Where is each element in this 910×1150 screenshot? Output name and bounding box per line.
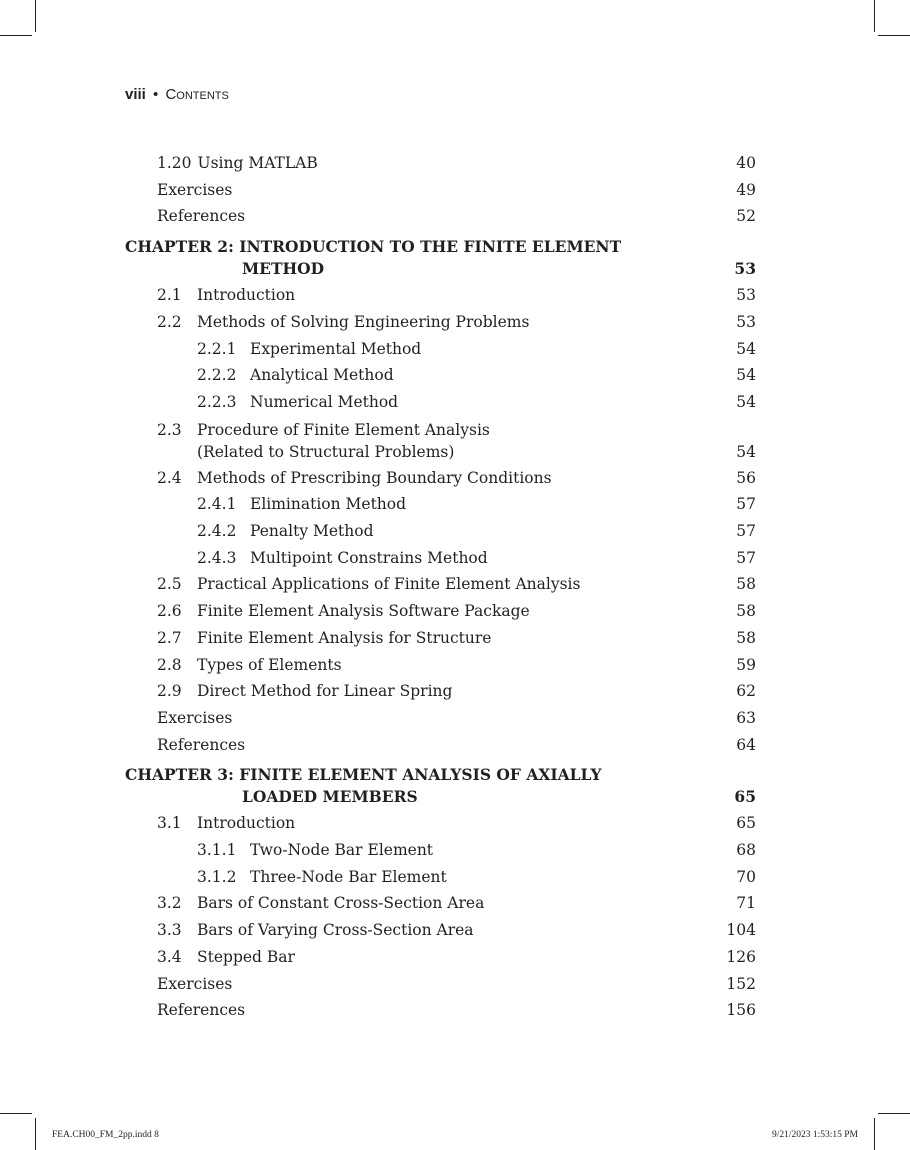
entry-title: Using MATLAB	[197, 154, 318, 172]
entry-title: Bars of Constant Cross-Section Area	[197, 894, 485, 913]
entry-number: 2.5	[157, 575, 182, 594]
toc-entry[interactable]	[125, 491, 756, 518]
page-number: 58	[736, 628, 756, 647]
entry-number: 2.4.3	[197, 548, 237, 567]
toc-entry[interactable]	[125, 362, 756, 389]
toc-entry[interactable]	[125, 732, 756, 759]
toc-entry[interactable]	[125, 389, 756, 416]
page-number: 53	[736, 312, 756, 331]
page-number: 54	[736, 366, 756, 385]
toc-entry[interactable]	[125, 971, 756, 998]
entry-number: 3.3	[157, 921, 182, 940]
entry-number: 2.3	[157, 420, 182, 439]
toc-entry[interactable]	[125, 890, 756, 917]
crop-mark	[0, 1113, 32, 1114]
entry-title: Types of Elements	[197, 655, 342, 674]
crop-mark	[878, 1113, 910, 1114]
toc-entry[interactable]	[125, 336, 756, 363]
toc-entry[interactable]	[125, 598, 756, 625]
crop-mark	[35, 0, 36, 32]
toc-entry[interactable]	[125, 997, 756, 1024]
page-number: 68	[736, 841, 756, 860]
toc-entry[interactable]	[125, 652, 756, 679]
toc-entry[interactable]	[125, 864, 756, 891]
chapter-title-line1: CHAPTER 2: INTRODUCTION TO THE FINITE ELEMENT	[125, 237, 622, 257]
entry-title: Finite Element Analysis Software Package	[197, 602, 530, 621]
entry-title: Numerical Method	[250, 392, 399, 411]
toc-entry[interactable]	[125, 309, 756, 336]
entry-title: Practical Applications of Finite Element Analysis	[197, 575, 581, 594]
page-number: 49	[736, 180, 756, 199]
entry-title: Bars of Varying Cross-Section Area	[197, 921, 474, 940]
entry-number: 3.1	[157, 814, 182, 833]
entry-title: Elimination Method	[250, 495, 407, 514]
entry-title: Experimental Method	[250, 339, 422, 358]
page-folio: viii	[125, 86, 146, 103]
toc-entry[interactable]	[125, 571, 756, 598]
entry-title: Exercises	[157, 180, 233, 199]
entry-title: Exercises	[157, 708, 233, 727]
chapter-title-line2: METHOD	[242, 259, 325, 279]
toc-entry[interactable]	[125, 416, 756, 465]
entry-title: Methods of Prescribing Boundary Conditions	[197, 468, 552, 487]
entry-title: Stepped Bar	[197, 947, 295, 966]
entry-number: 2.4	[157, 468, 182, 487]
chapter-title-line2: LOADED MEMBERS	[242, 787, 418, 807]
slug-filename: FEA.CH00_FM_2pp.indd 8	[52, 1130, 159, 1140]
crop-mark	[35, 1118, 36, 1150]
page-number: 40	[736, 154, 756, 172]
page-number: 63	[736, 708, 756, 727]
toc-entry[interactable]	[125, 917, 756, 944]
toc-entry[interactable]	[125, 837, 756, 864]
page-number: 57	[736, 522, 756, 541]
crop-mark	[878, 35, 910, 36]
entry-number: 3.2	[157, 894, 182, 913]
page-number: 58	[736, 575, 756, 594]
bullet-separator: •	[153, 86, 159, 103]
page-number: 156	[726, 1001, 756, 1020]
entry-number: 3.1.1	[197, 841, 237, 860]
page-number: 53	[736, 286, 756, 305]
chapter-heading[interactable]	[125, 236, 756, 282]
entry-title: Methods of Solving Engineering Problems	[197, 312, 530, 331]
running-head	[125, 86, 229, 103]
page-number: 57	[736, 548, 756, 567]
slug-timestamp: 9/21/2023 1:53:15 PM	[771, 1130, 858, 1140]
page-number: 104	[726, 921, 756, 940]
entry-number: 2.1	[157, 286, 182, 305]
toc-entry[interactable]	[125, 705, 756, 732]
page-number: 54	[736, 392, 756, 411]
toc-entry[interactable]	[125, 944, 756, 971]
entry-number: 1.20	[157, 154, 192, 172]
chapter-heading[interactable]	[125, 764, 756, 810]
toc-entry[interactable]	[125, 150, 756, 177]
entry-title: Introduction	[197, 814, 296, 833]
entry-title: References	[157, 735, 246, 754]
entry-number: 2.2	[157, 312, 182, 331]
entry-title-continued: (Related to Structural Problems)	[197, 442, 455, 461]
entry-title: Direct Method for Linear Spring	[197, 682, 453, 701]
entry-title: Three-Node Bar Element	[250, 867, 447, 886]
entry-title: References	[157, 1001, 246, 1020]
entry-number: 2.2.2	[197, 366, 237, 385]
page-number: 126	[726, 947, 756, 966]
toc-entry[interactable]	[125, 625, 756, 652]
entry-title: Multipoint Constrains Method	[250, 548, 488, 567]
page-number: 56	[736, 468, 756, 487]
crop-mark	[874, 0, 875, 32]
page-number: 59	[736, 655, 756, 674]
page-number: 53	[734, 259, 756, 279]
toc-entry[interactable]	[125, 810, 756, 837]
toc-entry[interactable]	[125, 678, 756, 705]
page-number: 54	[736, 442, 756, 461]
crop-mark	[874, 1118, 875, 1150]
toc-entry[interactable]	[125, 545, 756, 572]
page-number: 58	[736, 602, 756, 621]
entry-title: Exercises	[157, 974, 233, 993]
entry-title: Introduction	[197, 286, 296, 305]
entry-title: Analytical Method	[250, 366, 394, 385]
entry-title: Two-Node Bar Element	[250, 841, 434, 860]
page-number: 70	[736, 867, 756, 886]
entry-title: Finite Element Analysis for Structure	[197, 628, 492, 647]
entry-number: 2.4.1	[197, 495, 237, 514]
crop-mark	[0, 35, 32, 36]
entry-number: 2.6	[157, 602, 182, 621]
page-number: 65	[736, 814, 756, 833]
toc-entry[interactable]	[125, 282, 756, 309]
entry-title: Procedure of Finite Element Analysis	[197, 420, 490, 439]
entry-title: Penalty Method	[250, 522, 374, 541]
section-name: Contents	[165, 86, 229, 103]
entry-number: 2.9	[157, 682, 182, 701]
page-number: 152	[726, 974, 756, 993]
toc-entry[interactable]	[125, 203, 756, 230]
toc-entry[interactable]	[125, 465, 756, 492]
page-number: 57	[736, 495, 756, 514]
page-number: 71	[736, 894, 756, 913]
entry-number: 3.1.2	[197, 867, 237, 886]
entry-number: 2.4.2	[197, 522, 237, 541]
toc-entry[interactable]	[125, 177, 756, 204]
chapter-title-line1: CHAPTER 3: FINITE ELEMENT ANALYSIS OF AXIALLY	[125, 765, 602, 785]
page-number: 64	[736, 735, 756, 754]
page-number: 65	[734, 787, 756, 807]
page-number: 54	[736, 339, 756, 358]
entry-number: 2.2.1	[197, 339, 237, 358]
toc-entry[interactable]	[125, 518, 756, 545]
entry-number: 2.7	[157, 628, 182, 647]
page-number: 52	[736, 207, 756, 226]
entry-number: 2.8	[157, 655, 182, 674]
entry-number: 2.2.3	[197, 392, 237, 411]
page-number: 62	[736, 682, 756, 701]
entry-title: References	[157, 207, 246, 226]
entry-number: 3.4	[157, 947, 182, 966]
table-of-contents	[125, 150, 756, 1024]
